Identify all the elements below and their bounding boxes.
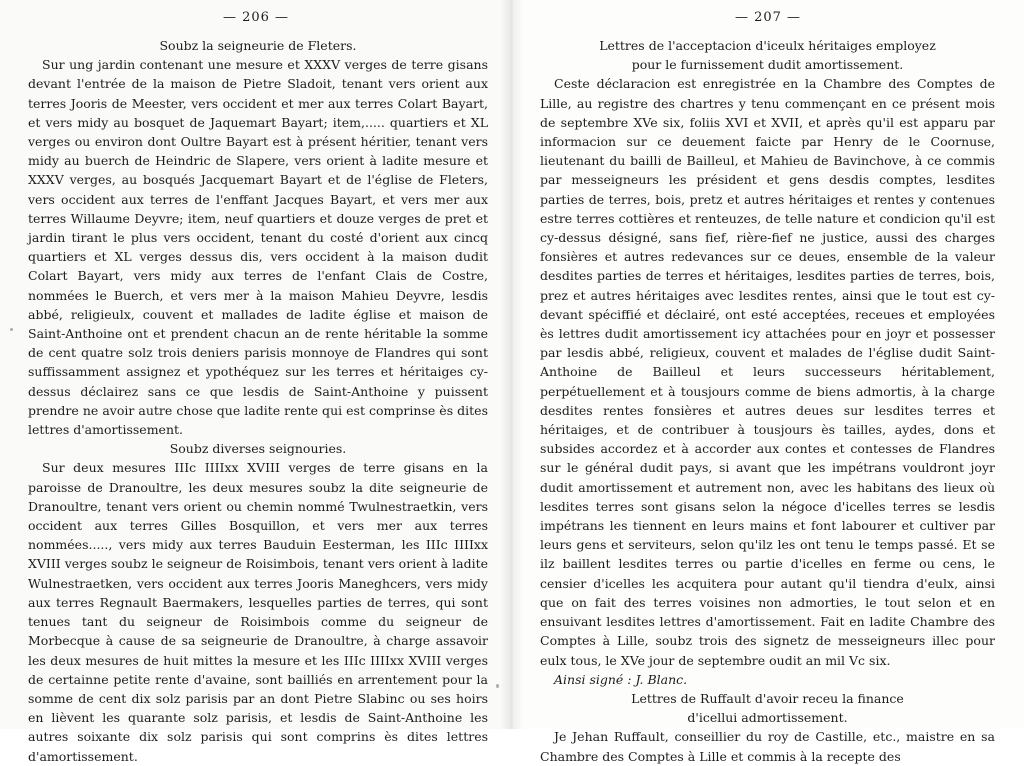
paragraph-declaracion: Ceste déclaracion est enregistrée en la Chambre des Comptes de Lille, au registre des chartres y tenu commençant en ce présent mois de septembre XVe six, foliis XVI et XVII, et après qu'il est apparu par informacion sur ce deuement faicte par Henry de le Coornuse, lieutenant du bailli de Bailleul, et Mahieu de Bavinchove, à ce commis par messeigneurs les président et gens desdis comptes, lesdites parties de terres, bois, pretz et autres héritaiges et rentes y contenues estre terres cottières et renteuzes, de telle nature et condicion qu'il est cy-dessus désigné, sans fief, rière-fief ne justice, aussi des charges fonsières et autres redevances sur ce deues, ensemble de la valeur desdites parties de terres et héritaiges, lesdites parties de terres, bois, prez et autres héritaiges avec lesdites rentes, ainsi que le tout est cy-devant spéciffié et déclairé, ont esté acceptées, receues et employées ès lettres dudit amortissement icy attachées pour en joyr et possesser par lesdis abbé, religieux, couvent et malades de l'église dudit Saint-Anthoine de Bailleul et leurs successeurs héritablement, perpétuellement et à tousjours comme de biens admortis, à la charge desdites rentes fonsières et autres deues sur lesdites terres et héritaiges, et de contribuer à tousjours ès tailles, aydes, dons et subsides accordez et à accorder aux contes et contesses de Flandres sur le général dudit pays, si avant que les impétrans vouldront joyr dudit amortissement et autrement non, avec les habitans des lieux où lesdites terres sont gisans selon la négoce d'icelles terres se lesdis impétrans les tiennent en leurs mains et font labourer et cultiver par leurs gens et serviteurs, selon qu'ilz les ont tenu le temps passé. Et se ilz baillent lesdites terres ou partie d'icelles en ferme ou cens, le censier d'icelles les acquitera pour autant qu'il tiendra d'eulx, ainsi que on fait des terres voisines non admorties, le tout selon et en ensuivant lesdites lettres d'amortissement. Fait en ladite Chambre des Comptes à Lille, soubz trois des signetz de messeigneurs illec pour eulx tous, le XVe jour de septembre oudit an mil Vc six. xyxy=(540,76,995,668)
paragraph-ruffault: Je Jehan Ruffault, conseillier du roy de Castille, etc., maistre en sa Chambre des Comptes à Lille et commis à la recepte des xyxy=(540,729,995,764)
paper-speck xyxy=(10,328,13,331)
heading-ruffault-line1: Lettres de Ruffault d'avoir receu la finance xyxy=(631,690,904,706)
page-number-207: — 207 — xyxy=(734,10,802,25)
page-number-206: — 206 — xyxy=(222,10,290,25)
heading-acceptacion-line2: pour le furnissement dudit amortissement. xyxy=(631,57,904,73)
left-page xyxy=(0,0,512,764)
right-page-text xyxy=(540,36,995,766)
section-heading-fleters: Soubz la seigneurie de Fleters. xyxy=(159,38,357,53)
paragraph-diverses: Sur deux mesures IIIc IIIIxx XVIII verges de terre gisans en la paroisse de Dranoultre, les deux mesures soubz la dite seigneurie de Dranoultre, tenant vers orient ou chemin nommé Twulnestraetkin, vers occident aux terres Gilles Bosquillon, et vers mer aux terres nommées....., vers midy aux terres Bauduin Eesterman, les IIIc IIIIxx XVIII verges soubz le seigneur de Roisimbois, tenant vers orient à ladite Wulnestraetken, vers occident aux terres Jooris Maneghcers, vers midy aux terres Regnault Baermakers, lesquelles parties de terres, qui sont tenues tant du seigneur de Roisimbois comme du seigneur de Morbecque à cause de sa seigneurie de Dranoultre, à charge assavoir les deux mesures de huit mittes la mesure et les IIIc IIIIxx XVIII verges de certainne petite rente d'avaine, sont bailliés en arrentement pour la somme de cent dix solz parisis par an dont Pietre Slabinc ou ses hoirs en lièvent les quarante solz parisis, et lesdis de Saint-Anthoine les autres soixante dix solz parisis qui sont comprins ès dites lettres d'amortissement. xyxy=(28,460,488,764)
signature-line: Ainsi signé : J. Blanc. xyxy=(554,671,688,687)
book-gutter xyxy=(500,0,524,729)
right-page xyxy=(512,0,1024,764)
left-page-text xyxy=(28,36,488,766)
heading-acceptacion-line1: Lettres de l'acceptacion d'iceulx héritaiges employez xyxy=(599,38,936,53)
paragraph-fleters: Sur ung jardin contenant une mesure et XXXV verges de terre gisans devant l'entrée de la maison de Pietre Sladoit, tenant vers orient aux terres Jooris de Meester, vers occident et mer aux terres Colart Bayart, et vers midy au bosquet de Jaquemart Bayart; item,..... quartiers et XL verges ou environ dont Oultre Bayart est à présent héritier, tenant vers midy au buerch de Heindric de Slapere, vers orient à ladite mesure et XXXV verges, au bosqués Jacquemart Bayart et de l'église de Fleters, vers occident aux terres de l'enffant Jacques Bayart, et vers mer aux terres Willaume Deyvre; item, neuf quartiers et douze verges de pret et jardin tirant le plus vers occident, tenant du costé d'orient aux cincq quartiers et XL verges dessus dis, vers occident à la maison dudit Colart Bayart, vers midy aux terres de l'enfant Clais de Costre, nommées le Buerch, et vers mer à la maison Mahieu Deyvre, lesdis abbé, religieulx, couvent et mallades de ladite église et maison de Saint-Anthoine ont et prendent chacun an de rente héritable la somme de cent quatre solz trois deniers parisis monnoye de Flandres qui sont suffissamment assignez et ypothéquez sur les terres et héritaiges cy-dessus déclairez sans ce que lesdis de Saint-Anthoine y puissent prendre ne avoir autre chose que ladite rente qui est comprinse ès dites lettres d'amortissement. xyxy=(28,57,488,438)
heading-ruffault-line2: d'icellui admortissement. xyxy=(687,710,848,726)
gutter-speck xyxy=(496,684,499,688)
section-heading-diverses: Soubz diverses seignouries. xyxy=(169,441,347,457)
